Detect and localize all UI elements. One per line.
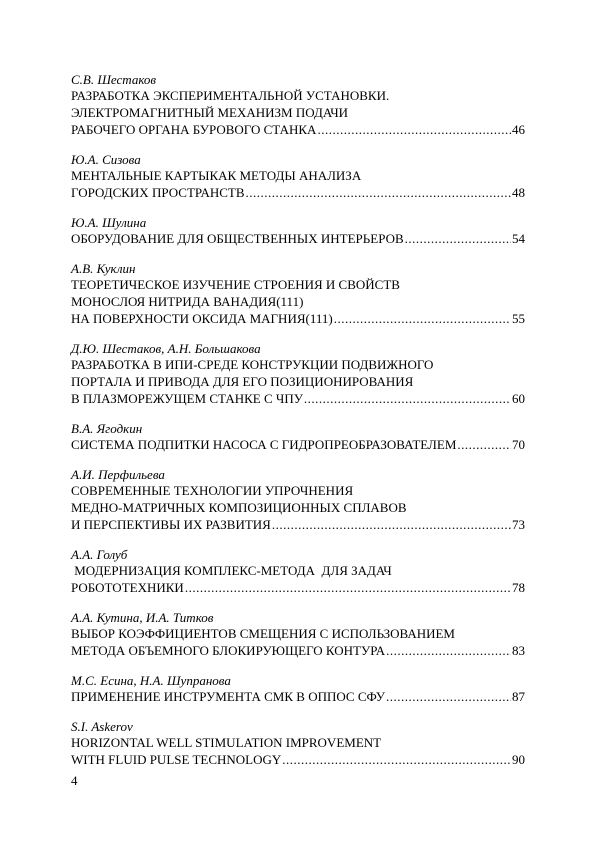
toc-entry bbox=[71, 421, 525, 453]
toc-author: А.А. Голуб bbox=[71, 547, 128, 562]
toc-leader-dots bbox=[245, 184, 511, 201]
toc-author: S.I. Askerov bbox=[71, 719, 133, 734]
toc-title-line: МЕНТАЛЬНЫЕ КАРТЫКАК МЕТОДЫ АНАЛИЗА bbox=[71, 168, 362, 183]
toc-title-line: СОВРЕМЕННЫЕ ТЕХНОЛОГИИ УПРОЧНЕНИЯ bbox=[71, 483, 354, 498]
toc-title-line bbox=[71, 121, 525, 138]
toc-author: А.А. Кутина, И.А. Титков bbox=[71, 610, 214, 625]
toc-author: Д.Ю. Шестаков, А.Н. Большакова bbox=[71, 341, 261, 356]
toc-entry bbox=[71, 610, 525, 659]
toc-title-line bbox=[71, 751, 525, 768]
toc-entry bbox=[71, 341, 525, 407]
table-of-contents bbox=[71, 72, 525, 782]
toc-title-line bbox=[71, 436, 525, 453]
toc-entry bbox=[71, 152, 525, 201]
toc-title-line: МЕДНО-МАТРИЧНЫХ КОМПОЗИЦИОННЫХ СПЛАВОВ bbox=[71, 500, 407, 515]
toc-title-text: МЕТОДА ОБЪЕМНОГО БЛОКИРУЮЩЕГО КОНТУРА bbox=[71, 643, 386, 658]
toc-leader-dots bbox=[271, 516, 511, 533]
toc-leader-dots bbox=[316, 121, 511, 138]
toc-title-line bbox=[71, 184, 525, 201]
toc-page-number: 70 bbox=[512, 437, 525, 452]
toc-title-line: HORIZONTAL WELL STIMULATION IMPROVEMENT bbox=[71, 735, 382, 750]
toc-author: С.В. Шестаков bbox=[71, 72, 157, 87]
toc-title-text: ПРИМЕНЕНИЕ ИНСТРУМЕНТА СМК В ОППОС СФУ bbox=[71, 689, 385, 704]
toc-entry bbox=[71, 467, 525, 533]
toc-leader-dots bbox=[385, 642, 511, 659]
toc-title-line bbox=[71, 390, 525, 407]
toc-author: Ю.А. Шулина bbox=[71, 215, 147, 230]
toc-title-line: РАЗРАБОТКА В ИПИ-СРЕДЕ КОНСТРУКЦИИ ПОДВИЖНОГО bbox=[71, 357, 434, 372]
toc-page-number: 78 bbox=[512, 580, 525, 595]
toc-page-number: 46 bbox=[512, 122, 525, 137]
page-number: 4 bbox=[71, 773, 78, 788]
toc-page-number: 60 bbox=[512, 391, 525, 406]
toc-leader-dots bbox=[404, 230, 511, 247]
toc-title-line: МОНОСЛОЯ НИТРИДА ВАНАДИЯ(111) bbox=[71, 294, 304, 309]
toc-title-line: ЭЛЕКТРОМАГНИТНЫЙ МЕХАНИЗМ ПОДАЧИ bbox=[71, 105, 349, 120]
toc-page-number: 48 bbox=[512, 185, 525, 200]
toc-leader-dots bbox=[385, 688, 511, 705]
toc-title-line bbox=[71, 642, 525, 659]
toc-page-number: 73 bbox=[512, 517, 525, 532]
toc-page-number: 55 bbox=[512, 311, 525, 326]
toc-leader-dots bbox=[333, 310, 511, 327]
toc-page-number: 54 bbox=[512, 231, 525, 246]
toc-title-text: РОБОТОТЕХНИКИ bbox=[71, 580, 184, 595]
toc-entry bbox=[71, 719, 525, 768]
toc-title-line bbox=[71, 310, 525, 327]
toc-title-text: И ПЕРСПЕКТИВЫ ИХ РАЗВИТИЯ bbox=[71, 517, 271, 532]
toc-title-text: В ПЛАЗМОРЕЖУЩЕМ СТАНКЕ С ЧПУ bbox=[71, 391, 303, 406]
toc-title-line: РАЗРАБОТКА ЭКСПЕРИМЕНТАЛЬНОЙ УСТАНОВКИ. bbox=[71, 88, 390, 103]
toc-title-line bbox=[71, 516, 525, 533]
toc-page-number: 87 bbox=[512, 689, 525, 704]
toc-title-line: ПОРТАЛА И ПРИВОДА ДЛЯ ЕГО ПОЗИЦИОНИРОВАНИЯ bbox=[71, 374, 414, 389]
toc-entry bbox=[71, 261, 525, 327]
toc-title-text: ОБОРУДОВАНИЕ ДЛЯ ОБЩЕСТВЕННЫХ ИНТЕРЬЕРОВ bbox=[71, 231, 404, 246]
toc-title-line: ТЕОРЕТИЧЕСКОЕ ИЗУЧЕНИЕ СТРОЕНИЯ И СВОЙСТВ bbox=[71, 277, 400, 292]
toc-title-text: WITH FLUID PULSE TECHNOLOGY bbox=[71, 752, 282, 767]
toc-entry bbox=[71, 673, 525, 705]
toc-author: А.И. Перфильева bbox=[71, 467, 165, 482]
toc-leader-dots bbox=[184, 579, 511, 596]
toc-title-text: ГОРОДСКИХ ПРОСТРАНСТВ bbox=[71, 185, 245, 200]
toc-entry bbox=[71, 547, 525, 596]
toc-title-text: РАБОЧЕГО ОРГАНА БУРОВОГО СТАНКА bbox=[71, 122, 317, 137]
toc-leader-dots bbox=[281, 751, 511, 768]
toc-entry bbox=[71, 215, 525, 247]
toc-author: М.С. Есина, Н.А. Шупранова bbox=[71, 673, 231, 688]
toc-title-text: НА ПОВЕРХНОСТИ ОКСИДА МАГНИЯ(111) bbox=[71, 311, 333, 326]
toc-leader-dots bbox=[456, 436, 511, 453]
toc-title-text: СИСТЕМА ПОДПИТКИ НАСОСА С ГИДРОПРЕОБРАЗОВАТЕЛЕМ bbox=[71, 437, 457, 452]
toc-leader-dots bbox=[303, 390, 511, 407]
toc-page-number: 90 bbox=[512, 752, 525, 767]
toc-entry bbox=[71, 72, 525, 138]
toc-author: Ю.А. Сизова bbox=[71, 152, 141, 167]
toc-title-line: МОДЕРНИЗАЦИЯ КОМПЛЕКС-МЕТОДА ДЛЯ ЗАДАЧ bbox=[71, 563, 392, 578]
toc-title-line bbox=[71, 230, 525, 247]
toc-title-line bbox=[71, 688, 525, 705]
toc-title-line bbox=[71, 579, 525, 596]
toc-author: В.А. Ягодкин bbox=[71, 421, 143, 436]
toc-author: А.В. Куклин bbox=[71, 261, 136, 276]
toc-title-line: ВЫБОР КОЭФФИЦИЕНТОВ СМЕЩЕНИЯ С ИСПОЛЬЗОВАНИЕМ bbox=[71, 626, 455, 641]
toc-page-number: 83 bbox=[512, 643, 525, 658]
